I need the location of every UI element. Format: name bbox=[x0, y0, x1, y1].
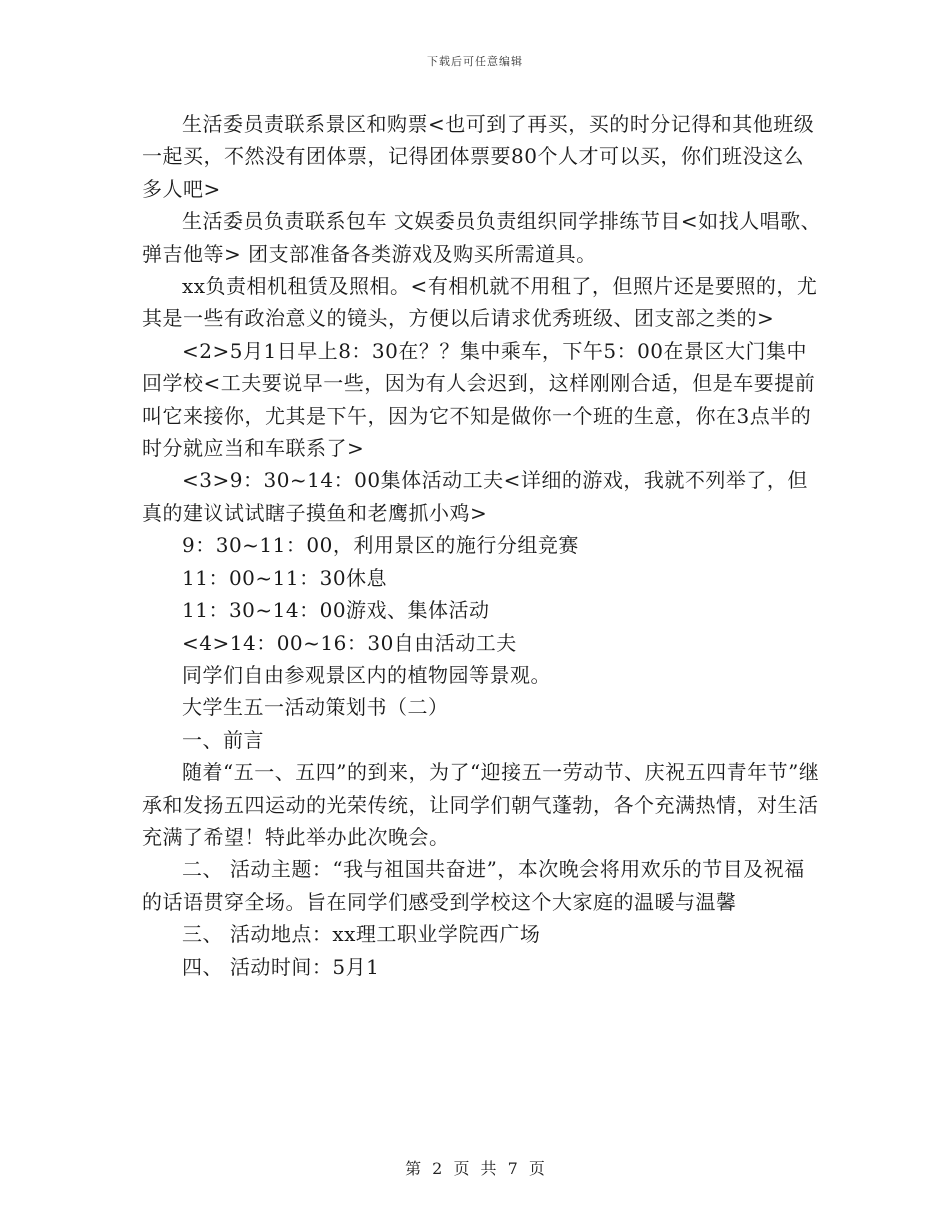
paragraph: 11：30~14：00游戏、集体活动 bbox=[182, 598, 490, 623]
paragraph: <3>9：30~14：00集体活动工夫<详细的游戏，我就不列举了，但真的建议试试瞎子摸鱼和老鹰抓小鸡> bbox=[142, 468, 808, 525]
paragraph: xx负责相机租赁及照相。<有相机就不用租了，但照片还是要照的，尤其是一些有政治意义的镜头，方便以后请求优秀班级、团支部之类的> bbox=[142, 274, 818, 331]
page-header: 下载后可任意编辑 bbox=[427, 55, 523, 68]
paragraph: <2>5月1日早上8：30在？？集中乘车，下午5：00在景区大门集中回学校<工夫要说早一些，因为有人会迟到，这样刚刚合适，但是车要提前叫它来接你，尤其是下午，因为它不知是做你一个班的生意，你在3点半的时分就应当和车联系了> bbox=[142, 338, 816, 461]
section-heading: 一、前言 bbox=[182, 727, 264, 752]
paragraph: 9：30~11：00，利用景区的施行分组竞赛 bbox=[182, 533, 579, 558]
paragraph: <4>14：00~16：30自由活动工夫 bbox=[182, 630, 517, 655]
paragraph: 二、 活动主题：“我与祖国共奋进”，本次晚会将用欢乐的节目及祝福的话语贯穿全场。旨在同学们感受到学校这个大家庭的温暖与温馨 bbox=[142, 857, 805, 914]
page-footer: 第 2 页 共 7 页 bbox=[405, 1159, 545, 1178]
section-title: 大学生五一活动策划书（二） bbox=[182, 695, 449, 720]
paragraph: 三、 活动地点：xx理工职业学院西广场 bbox=[182, 922, 541, 947]
document-body bbox=[142, 108, 822, 983]
paragraph: 随着“五一、五四”的到来，为了“迎接五一劳动节、庆祝五四青年节”继承和发扬五四运动的光荣传统，让同学们朝气蓬勃，各个充满热情，对生活充满了希望！特此举办此次晚会。 bbox=[142, 760, 820, 849]
paragraph: 11：00~11：30休息 bbox=[182, 565, 388, 590]
paragraph: 同学们自由参观景区内的植物园等景观。 bbox=[182, 662, 551, 687]
paragraph: 生活委员负责联系包车 文娱委员负责组织同学排练节目<如找人唱歌、弹吉他等> 团支部准备各类游戏及购买所需道具。 bbox=[142, 209, 822, 266]
paragraph: 四、 活动时间：5月1 bbox=[182, 954, 380, 979]
paragraph: 生活委员责联系景区和购票<也可到了再买，买的时分记得和其他班级一起买，不然没有团体票，记得团体票要80个人才可以买，你们班没这么多人吧> bbox=[142, 112, 815, 201]
